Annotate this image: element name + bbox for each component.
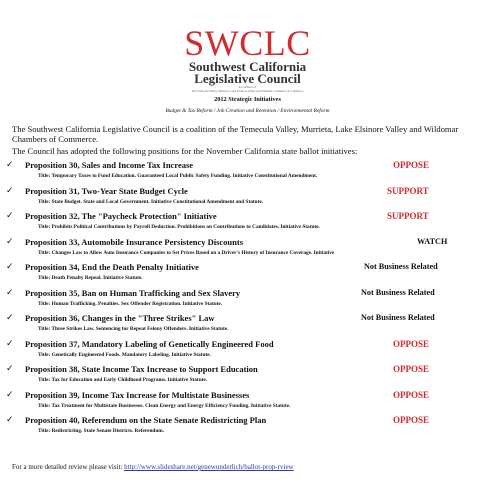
proposition-title: Title: Tax Treatment for Multistate Businesses. Clean Energy and Energy Efficiency Funding. Initiative Statute. xyxy=(38,402,291,409)
checkmark-icon: ✓ xyxy=(6,160,14,170)
checkmark-icon: ✓ xyxy=(6,389,14,400)
document-title: 2012 Strategic Initiatives xyxy=(214,96,281,103)
proposition-title: Title: Genetically Engineered Foods. Mandatory Labeling. Initiative Statute. xyxy=(38,351,211,358)
checkmark-icon: ✓ xyxy=(6,364,14,374)
position-label: OPPOSE xyxy=(393,415,430,425)
proposition-title: Title: Tax for Education and Early Childhood Programs. Initiative Statute. xyxy=(38,377,208,383)
logo-wordmark: SWCLC xyxy=(184,23,311,63)
proposition-title: Title: Changes Law to Allow Auto Insurance Companies to Set Prices Based on a Driver's History of Insurance Coverage. Initiative xyxy=(38,249,335,256)
proposition-title: Title: Redistricting. State Senate Districts. Referendum. xyxy=(38,428,165,434)
logo-tiny-line-1: A Coalition of: xyxy=(238,85,257,89)
proposition-name: Proposition 31, Two-Year State Budget Cycle xyxy=(25,185,188,196)
position-label: OPPOSE xyxy=(393,389,430,400)
proposition-item xyxy=(6,158,490,184)
proposition-name: Proposition 34, End the Death Penalty Initiative xyxy=(25,262,199,272)
position-label: SUPPORT xyxy=(387,185,429,196)
intro-paragraph: The Southwest California Legislative Council is a coalition of the Temecula Valley, Murrieta, Lake Elsinore Valley and Wildomar Chambers of Commerce. xyxy=(12,124,459,144)
proposition-item xyxy=(6,286,490,312)
document-subtitle: Budget & Tax Reform / Job Creation and Retention / Environmental Reform xyxy=(165,108,330,114)
checkmark-icon: ✓ xyxy=(6,415,14,425)
checkmark-icon: ✓ xyxy=(6,236,14,247)
proposition-name: Proposition 37, Mandatory Labeling of Genetically Engineered Food xyxy=(25,338,274,349)
slideshare-link[interactable]: http://www.slideshare.net/genewunderlich/ballot-prop-rview xyxy=(124,463,294,471)
footer-text: For a more detailed review please visit: xyxy=(12,463,125,471)
proposition-name: Proposition 38, State Income Tax Increase to Support Education xyxy=(25,364,258,374)
proposition-name: Proposition 32, The "Paycheck Protection" Initiative xyxy=(25,211,217,221)
proposition-item xyxy=(6,337,490,363)
proposition-list xyxy=(6,158,490,439)
positions-intro: The Council has adopted the following positions for the November California state ballot initiatives: xyxy=(12,146,358,156)
footer xyxy=(12,463,294,471)
checkmark-icon: ✓ xyxy=(6,185,14,196)
position-label: WATCH xyxy=(417,236,448,246)
position-label: OPPOSE xyxy=(393,364,430,374)
proposition-item xyxy=(6,413,490,439)
proposition-item xyxy=(6,311,490,337)
proposition-name: Proposition 30, Sales and Income Tax Increase xyxy=(25,160,194,170)
position-label: OPPOSE xyxy=(393,160,430,170)
checkmark-icon: ✓ xyxy=(6,262,14,272)
position-label: OPPOSE xyxy=(393,338,430,349)
proposition-title: Title: Human Trafficking. Penalties. Sex Offender Registration. Initiative Statute. xyxy=(38,300,223,307)
position-label: Not Business Related xyxy=(361,313,435,322)
proposition-name: Proposition 33, Automobile Insurance Persistency Discounts xyxy=(25,236,244,247)
position-label: Not Business Related xyxy=(361,287,435,297)
checkmark-icon: ✓ xyxy=(6,287,14,298)
logo-tiny-line-2: The Temecula Valley, Murrieta, Lake Elsinore Valley and Wildomar Chambers of Commerce xyxy=(191,89,304,93)
proposition-name: Proposition 35, Ban on Human Trafficking and Sex Slavery xyxy=(25,287,241,298)
proposition-title: Title: Three Strikes Law. Sentencing for Repeat Felony Offenders. Initiative Statute. xyxy=(38,326,229,332)
proposition-item xyxy=(6,260,490,286)
checkmark-icon: ✓ xyxy=(6,338,14,349)
proposition-item xyxy=(6,388,490,414)
logo-line-2: Legislative Council xyxy=(194,71,301,86)
proposition-item xyxy=(6,209,490,235)
proposition-title: Title: Prohibits Political Contributions by Payroll Deduction. Prohibitions on Contributions to Candidates. Initiative Statute. xyxy=(38,224,320,230)
position-label: Not Business Related xyxy=(364,262,438,271)
proposition-item xyxy=(6,235,490,261)
proposition-name: Proposition 36, Changes in the "Three Strikes" Law xyxy=(25,313,215,323)
proposition-name: Proposition 40, Referendum on the State Senate Redistricting Plan xyxy=(25,415,267,425)
proposition-title: Title: State Budget. State and Local Government. Initiative Constitutional Amendment and Statute. xyxy=(38,198,264,205)
proposition-title: Title: Death Penalty Repeal. Initiative Statute. xyxy=(38,275,143,281)
checkmark-icon: ✓ xyxy=(6,313,14,323)
proposition-title: Title: Temporary Taxes to Fund Education. Guaranteed Local Public Safety Funding. Initiative Constitutional Amendment. xyxy=(38,173,318,179)
logo-line-1: Southwest California xyxy=(188,59,307,74)
checkmark-icon: ✓ xyxy=(6,211,14,221)
position-label: SUPPORT xyxy=(387,211,429,221)
proposition-item xyxy=(6,184,490,210)
proposition-name: Proposition 39, Income Tax Increase for Multistate Businesses xyxy=(25,389,250,400)
proposition-item xyxy=(6,362,490,388)
swclc-logo xyxy=(0,25,495,93)
